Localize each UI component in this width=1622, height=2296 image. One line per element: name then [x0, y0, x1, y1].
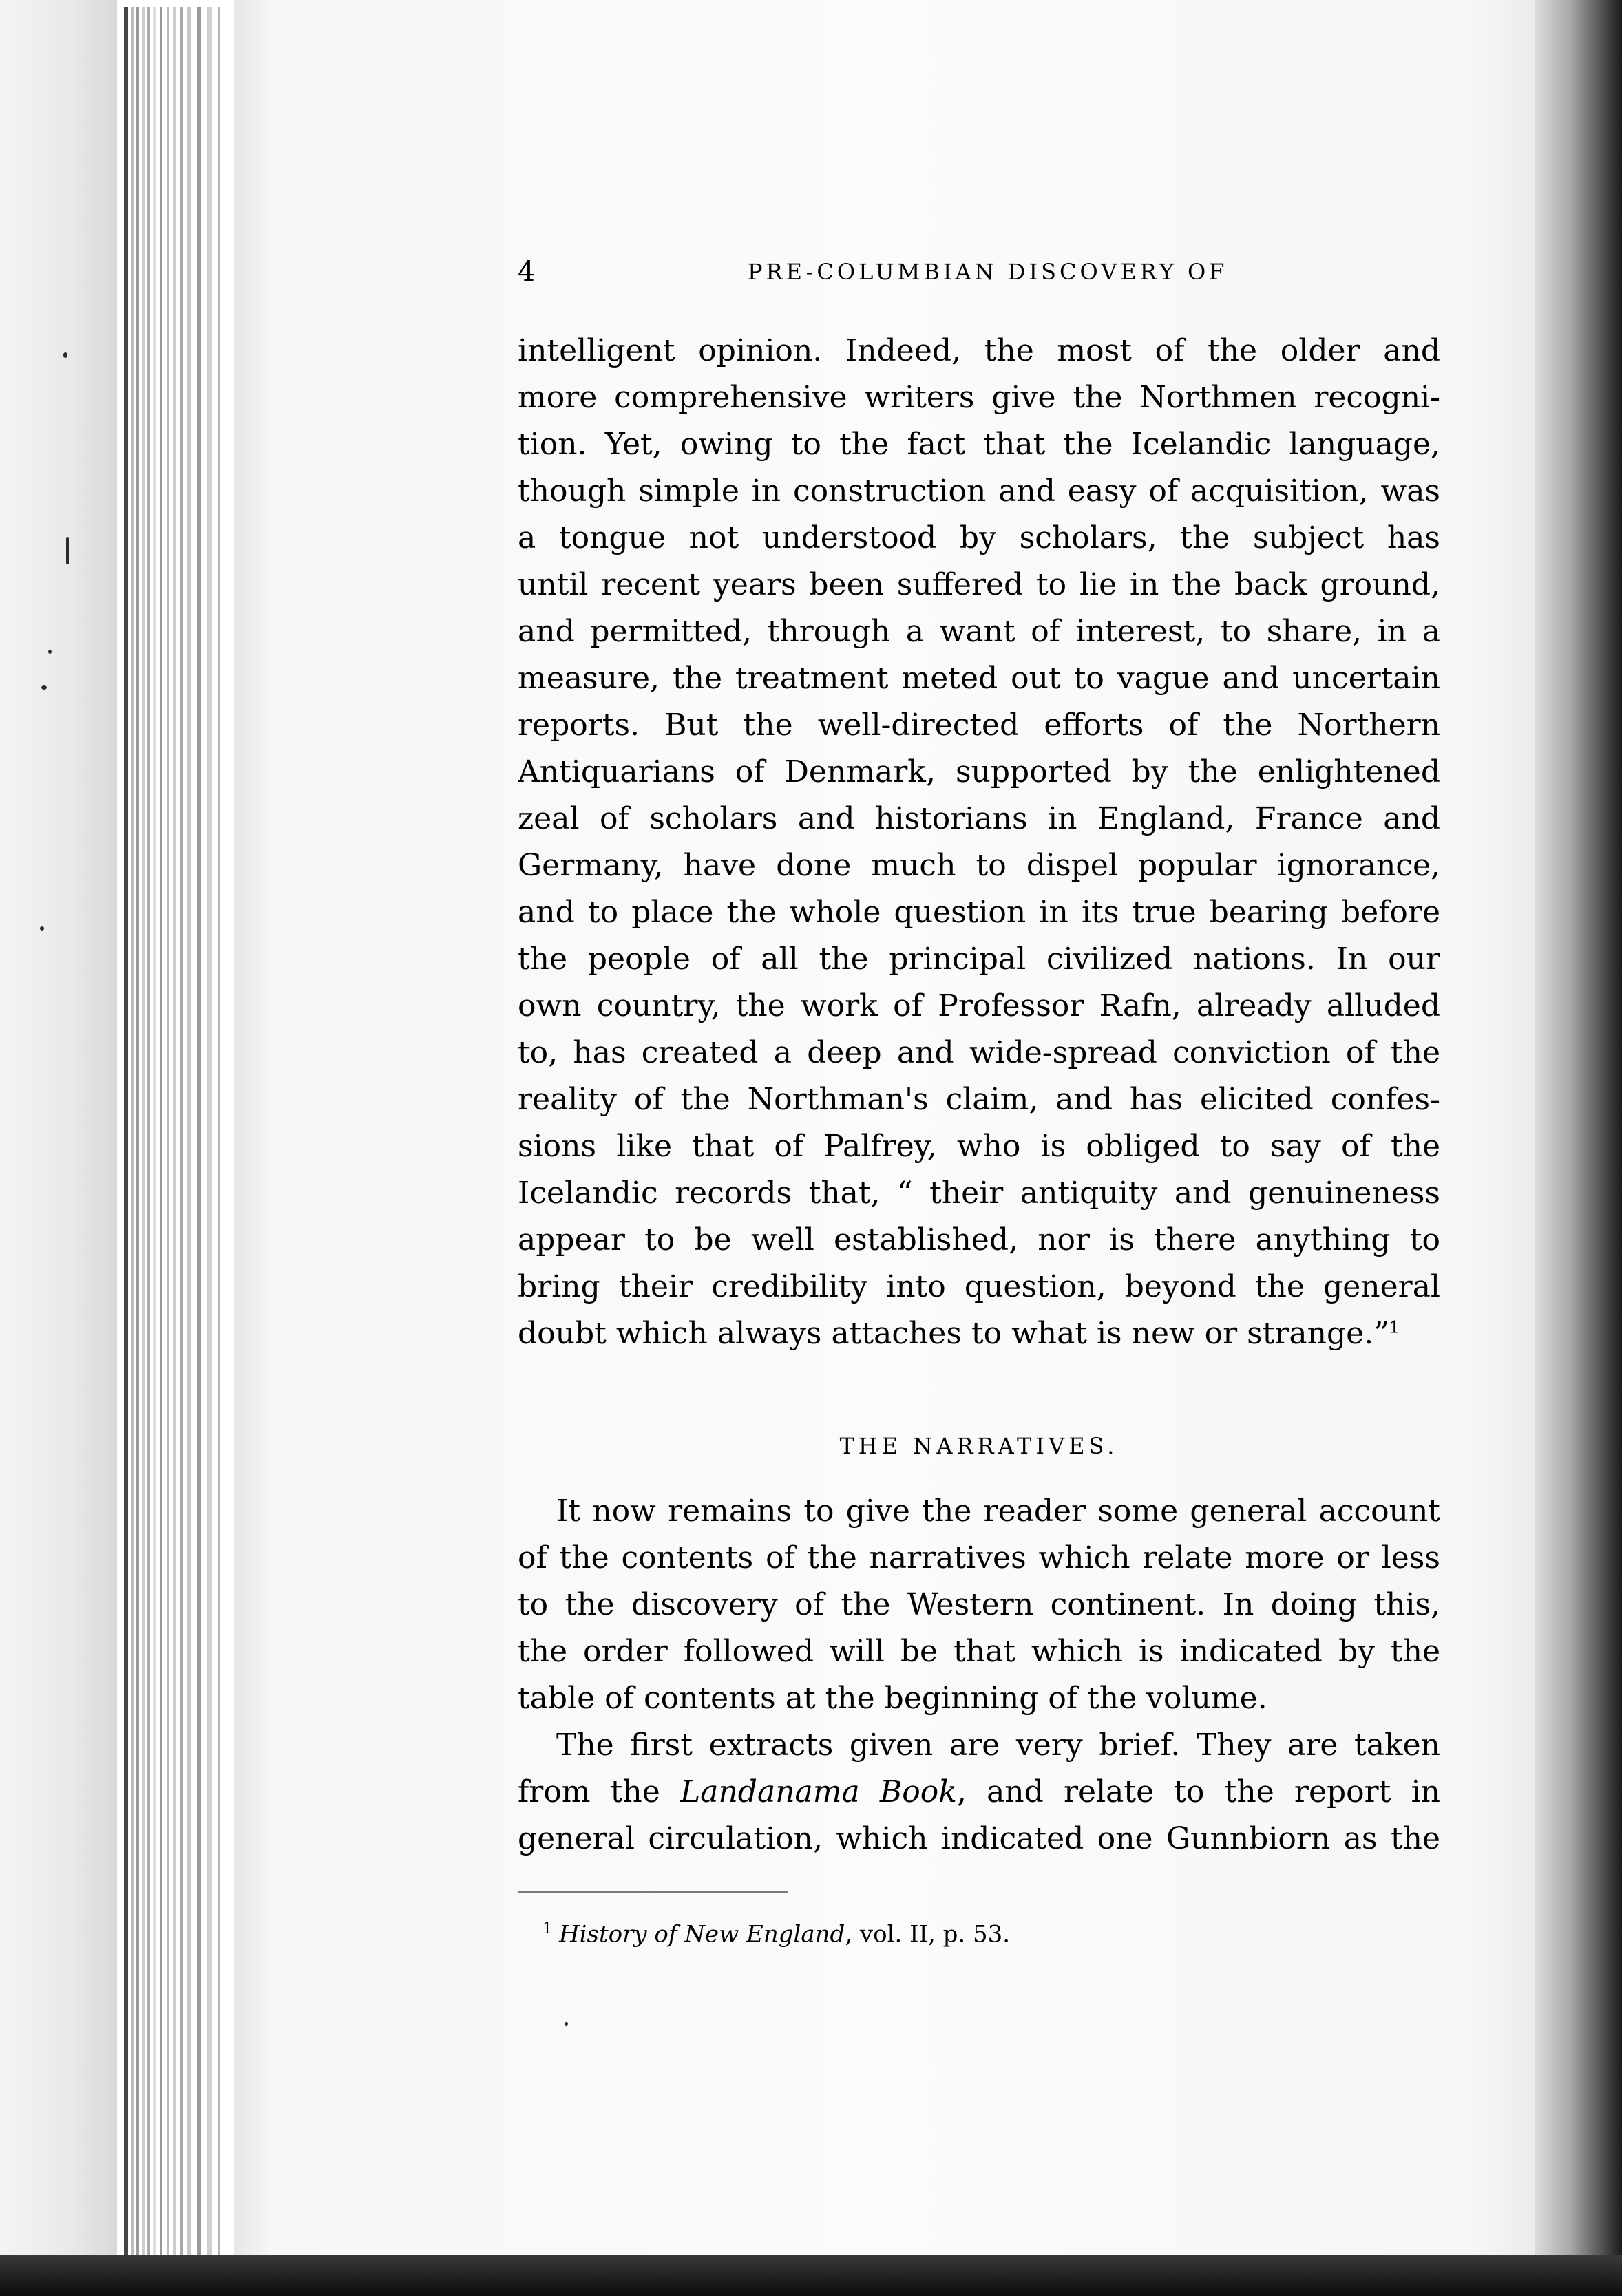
- section-line: It now remains to give the reader some general account: [556, 1494, 1440, 1529]
- body-line: tion. Yet, owing to the fact that the Icelandic language,: [518, 427, 1440, 462]
- section-line: general circulation, which indicated one Gunnbiorn as the: [518, 1821, 1440, 1856]
- body-line: reports. But the well-directed efforts of the Northern: [518, 708, 1440, 743]
- body-line: and to place the whole question in its true bearing before: [518, 895, 1440, 930]
- section-heading: THE NARRATIVES.: [839, 1433, 1119, 1459]
- body-line: a tongue not understood by scholars, the subject has: [518, 520, 1440, 555]
- body-line-last: [518, 1315, 1440, 1353]
- body-line: and permitted, through a want of interest, to share, in a: [518, 614, 1440, 649]
- body-line: Antiquarians of Denmark, supported by the enlightened: [518, 754, 1440, 789]
- page-stack-edge: [173, 7, 176, 2257]
- page-stack-edge: [142, 7, 145, 2257]
- body-line: to, has created a deep and wide-spread conviction of the: [518, 1035, 1440, 1070]
- page-stack-edge: [124, 7, 128, 2257]
- page-stack-edge: [218, 7, 220, 2257]
- section-line-with-title: [518, 1773, 1440, 1811]
- body-line: intelligent opinion. Indeed, the most of the older and: [518, 333, 1440, 368]
- footnote: [543, 1920, 1010, 1948]
- section-line: The first extracts given are very brief. They are taken: [556, 1728, 1440, 1763]
- scan-right-shadow: [1535, 0, 1622, 2296]
- body-line: until recent years been suffered to lie in the back ground,: [518, 567, 1440, 602]
- body-line-text: doubt which always attaches to what is new or strange.”: [518, 1316, 1389, 1351]
- running-title: PRE-COLUMBIAN DISCOVERY OF: [748, 259, 1228, 285]
- page-stack-edge: [160, 7, 162, 2257]
- section-line: to the discovery of the Western continent. In doing this,: [518, 1587, 1440, 1622]
- footnote-rule: [518, 1891, 788, 1893]
- page-stack-edge: [207, 7, 212, 2257]
- scan-left-margin: [0, 0, 117, 2296]
- body-line: measure, the treatment meted out to vague and uncertain: [518, 661, 1440, 696]
- line-text: from the: [518, 1774, 660, 1809]
- footnote-ref: 1: [543, 1920, 552, 1937]
- body-line: sions like that of Palfrey, who is obliged to say of the: [518, 1129, 1440, 1164]
- body-line: more comprehensive writers give the Northmen recogni-: [518, 380, 1440, 415]
- book-title: Landanama Book: [680, 1774, 957, 1809]
- page-stack-edge: [131, 7, 134, 2257]
- body-line: appear to be well established, nor is there anything to: [518, 1222, 1440, 1257]
- scan-bottom-shadow: [0, 2255, 1622, 2296]
- scan-speck: [565, 2022, 568, 2026]
- page-stack-edge: [167, 7, 169, 2257]
- page-number: 4: [518, 256, 537, 288]
- section-line: the order followed will be that which is indicated by the: [518, 1634, 1440, 1669]
- footnote-rest: , vol. II, p. 53.: [845, 1920, 1011, 1948]
- body-line: Germany, have done much to dispel popular ignorance,: [518, 848, 1440, 883]
- page-stack-edge: [136, 7, 139, 2257]
- page-stack-edge: [153, 7, 156, 2257]
- scan-speck: [66, 537, 69, 564]
- footnote-marker: 1: [1389, 1317, 1400, 1337]
- body-line: bring their credibility into question, beyond the general: [518, 1269, 1440, 1304]
- body-line: own country, the work of Professor Rafn, already alluded: [518, 988, 1440, 1023]
- page-stack-edge: [187, 7, 191, 2257]
- section-line: of the contents of the narratives which relate more or less: [518, 1540, 1440, 1575]
- line-text: , and relate to the report in: [956, 1774, 1440, 1809]
- body-line: the people of all the principal civilized nations. In our: [518, 942, 1440, 977]
- body-line: reality of the Northman's claim, and has elicited confes-: [518, 1082, 1440, 1117]
- scan-speck: [48, 650, 52, 654]
- page-stack-edge: [197, 7, 201, 2257]
- body-line: Icelandic records that, “ their antiquity and genuineness: [518, 1176, 1440, 1211]
- scan-speck: [63, 352, 67, 358]
- body-line: though simple in construction and easy of acquisition, was: [518, 474, 1440, 509]
- scan-speck: [40, 926, 44, 931]
- page-stack-edge: [180, 7, 183, 2257]
- page-stack-edge: [147, 7, 150, 2257]
- body-line: zeal of scholars and historians in England, France and: [518, 801, 1440, 836]
- scan-speck: [41, 685, 47, 690]
- section-line: table of contents at the beginning of the volume.: [518, 1681, 1267, 1716]
- footnote-title: History of New England: [559, 1920, 845, 1948]
